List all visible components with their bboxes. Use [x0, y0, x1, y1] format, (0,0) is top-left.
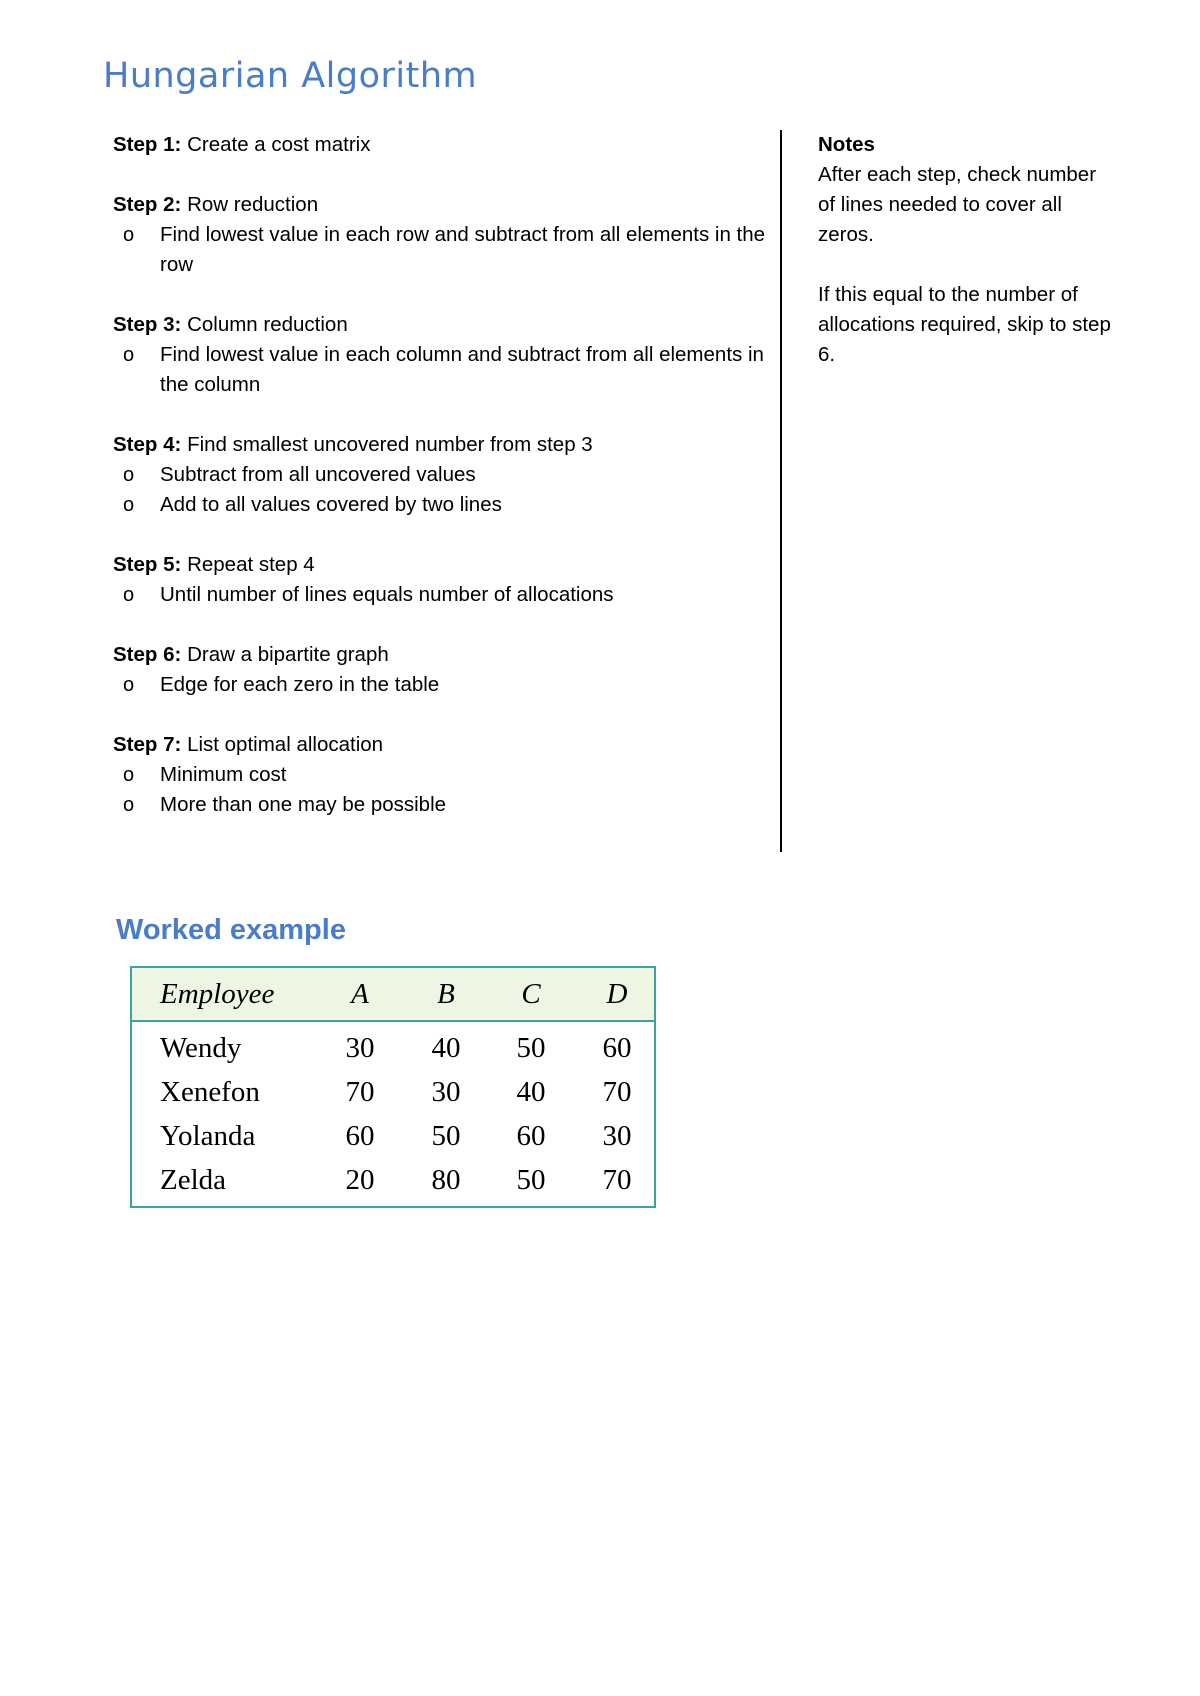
circle-bullet-icon: o: [123, 584, 135, 606]
step-1: [113, 130, 773, 160]
cost-cell: 30: [431, 1076, 461, 1108]
step-bullets: [113, 760, 773, 820]
column-header: Employee: [160, 978, 275, 1010]
bullet-item: o Find lowest value in each row and subtract from all elements in the row: [113, 220, 773, 280]
circle-bullet-icon: o: [123, 674, 135, 696]
circle-bullet-icon: o: [123, 464, 135, 486]
cost-cell: 50: [516, 1164, 546, 1196]
bullet-item: o Find lowest value in each column and subtract from all elements in the column: [113, 340, 773, 400]
table-row: [132, 1120, 654, 1164]
steps-list: [113, 130, 773, 850]
cost-cell: 70: [602, 1076, 632, 1108]
bullet-item: o Edge for each zero in the table: [113, 670, 773, 700]
circle-bullet-icon: o: [123, 344, 135, 366]
step-3: [113, 310, 773, 400]
step-label: Step 4:: [113, 433, 182, 456]
step-bullets: [113, 460, 773, 520]
employee-cell: Yolanda: [160, 1120, 256, 1152]
document-title: Hungarian Algorithm: [103, 56, 478, 96]
cost-cell: 80: [431, 1164, 461, 1196]
column-divider: [780, 130, 782, 852]
employee-cell: Xenefon: [160, 1076, 260, 1108]
cost-cell: 40: [516, 1076, 546, 1108]
column-header: A: [351, 978, 369, 1010]
step-2: [113, 190, 773, 280]
bullet-item: o Until number of lines equals number of allocations: [113, 580, 773, 610]
table-row: [132, 1164, 654, 1208]
cost-cell: 30: [345, 1032, 375, 1064]
bullet-item: o Minimum cost: [113, 760, 773, 790]
step-text: Repeat step 4: [187, 553, 315, 576]
cost-matrix-table: [130, 966, 656, 1208]
circle-bullet-icon: o: [123, 494, 135, 516]
circle-bullet-icon: o: [123, 224, 135, 246]
notes-panel: [818, 130, 1118, 400]
cost-cell: 60: [516, 1120, 546, 1152]
step-label: Step 1:: [113, 133, 182, 156]
step-label: Step 2:: [113, 193, 182, 216]
cost-cell: 60: [345, 1120, 375, 1152]
table-header-row: [132, 968, 654, 1022]
employee-cell: Wendy: [160, 1032, 242, 1064]
cost-cell: 20: [345, 1164, 375, 1196]
cost-cell: 50: [516, 1032, 546, 1064]
worked-example-heading: Worked example: [116, 914, 346, 946]
cost-cell: 30: [602, 1120, 632, 1152]
bullet-item: o More than one may be possible: [113, 790, 773, 820]
step-bullets: [113, 580, 773, 610]
bullet-item: o Add to all values covered by two lines: [113, 490, 773, 520]
step-bullets: [113, 340, 773, 400]
step-label: Step 5:: [113, 553, 182, 576]
step-5: [113, 550, 773, 610]
step-bullets: [113, 220, 773, 280]
step-4: [113, 430, 773, 520]
table-row: [132, 1076, 654, 1120]
step-text: Row reduction: [187, 193, 319, 216]
step-label: Step 3:: [113, 313, 182, 336]
step-text: Find smallest uncovered number from step 3: [187, 433, 593, 456]
notes-heading: Notes: [818, 133, 875, 156]
step-text: List optimal allocation: [187, 733, 384, 756]
cost-cell: 70: [602, 1164, 632, 1196]
notes-paragraph: After each step, check number of lines needed to cover all zeros.: [818, 163, 1097, 246]
column-header: D: [606, 978, 628, 1010]
step-bullets: [113, 670, 773, 700]
step-6: [113, 640, 773, 700]
cost-cell: 40: [431, 1032, 461, 1064]
step-label: Step 7:: [113, 733, 182, 756]
column-header: C: [521, 978, 541, 1010]
cost-cell: 50: [431, 1120, 461, 1152]
table-row: [132, 1032, 654, 1076]
step-label: Step 6:: [113, 643, 182, 666]
table-body: [132, 1022, 654, 1206]
column-header: B: [437, 978, 455, 1010]
cost-cell: 70: [345, 1076, 375, 1108]
bullet-item: o Subtract from all uncovered values: [113, 460, 773, 490]
step-7: [113, 730, 773, 820]
circle-bullet-icon: o: [123, 764, 135, 786]
step-text: Create a cost matrix: [187, 133, 371, 156]
notes-paragraph: If this equal to the number of allocations required, skip to step 6.: [818, 283, 1111, 366]
employee-cell: Zelda: [160, 1164, 227, 1196]
step-text: Column reduction: [187, 313, 348, 336]
cost-cell: 60: [602, 1032, 632, 1064]
step-text: Draw a bipartite graph: [187, 643, 389, 666]
circle-bullet-icon: o: [123, 794, 135, 816]
